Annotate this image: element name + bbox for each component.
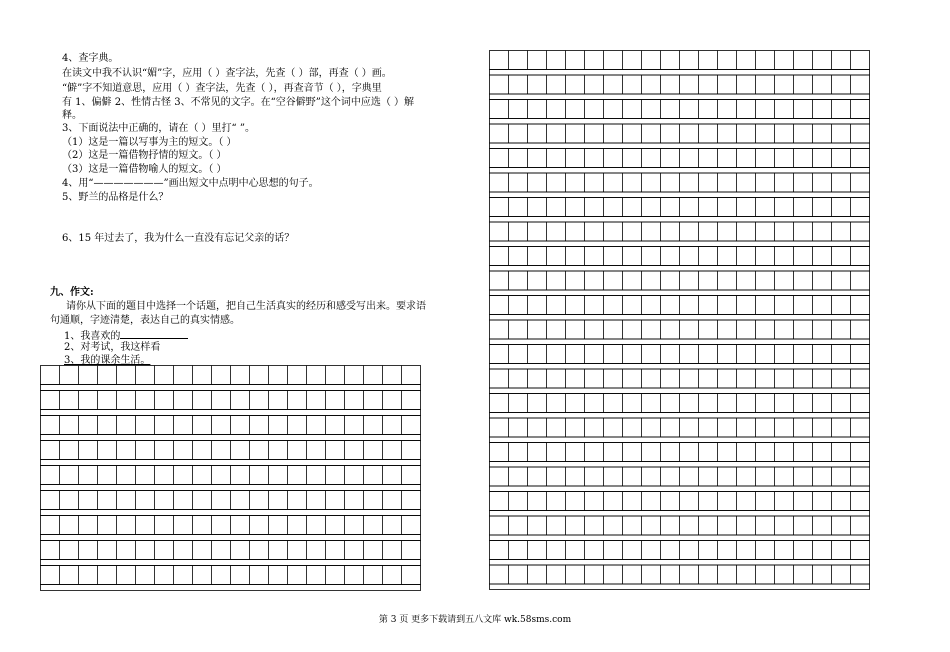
grid-spacer xyxy=(490,290,870,296)
grid-spacer xyxy=(490,94,870,100)
grid-spacer xyxy=(41,385,421,391)
grid-spacer xyxy=(41,485,421,491)
grid-spacer xyxy=(41,510,421,516)
q4b-text: 4、用“———————”画出短文中点明中心思想的句子。 xyxy=(62,178,319,189)
essay-topic-2: 2、对考试，我这样看 xyxy=(64,342,161,353)
grid-spacer xyxy=(41,410,421,416)
grid-spacer xyxy=(490,266,870,272)
q4-title: 4、查字典。 xyxy=(62,53,119,64)
grid-spacer xyxy=(490,119,870,125)
q3-option-2: （2）这是一篇借物抒情的短文。（ ） xyxy=(62,150,227,161)
grid-spacer xyxy=(41,535,421,541)
q3-title: 3、下面说法中正确的，请在（ ）里打“ ”。 xyxy=(62,123,255,134)
q6-text: 6、15 年过去了，我为什么一直没有忘记父亲的话？ xyxy=(62,233,295,244)
grid-spacer xyxy=(490,339,870,345)
grid-spacer xyxy=(41,585,421,591)
page-footer: 第 3 页 更多下载请到五八文库 wk.58sms.com xyxy=(378,615,572,625)
grid-spacer xyxy=(490,143,870,149)
grid-spacer xyxy=(490,462,870,468)
essay-instruction-1: 请你从下面的题目中选择一个话题，把自己生活真实的经历和感受写出来。要求语 xyxy=(66,301,426,312)
grid-spacer xyxy=(490,364,870,370)
grid-spacer xyxy=(490,315,870,321)
grid-spacer xyxy=(41,460,421,466)
topic-1-label: 1、我喜欢的 xyxy=(64,331,121,342)
grid-spacer xyxy=(490,70,870,76)
q4-line3: 有 1、偏僻 2、性情古怪 3、不常见的文字。在“空谷僻野”这个词中应选（ ）解 xyxy=(62,97,415,108)
essay-topic-3: 3、我的课余生活。 xyxy=(64,355,151,366)
grid-spacer xyxy=(490,241,870,247)
grid-spacer xyxy=(490,192,870,198)
topic-1-blank xyxy=(120,328,188,339)
grid-spacer xyxy=(490,584,870,590)
q3-option-3: （3）这是一篇借物喻人的短文。（ ） xyxy=(62,164,227,175)
essay-instruction-2: 句通顺，字迹清楚，表达自己的真实情感。 xyxy=(50,315,240,326)
q4-line2: “僻”字不知道意思，应用（ ）查字法，先查（ ），再查音节（ ），字典里 xyxy=(62,83,382,94)
grid-spacer xyxy=(490,388,870,394)
grid-spacer xyxy=(490,437,870,443)
grid-spacer xyxy=(490,217,870,223)
q4-line4: 释。 xyxy=(62,110,82,121)
grid-spacer xyxy=(490,486,870,492)
grid-spacer xyxy=(490,168,870,174)
grid-spacer xyxy=(490,535,870,541)
grid-spacer xyxy=(41,435,421,441)
essay-title: 九、作文: xyxy=(50,287,94,298)
grid-spacer xyxy=(490,511,870,517)
grid-spacer xyxy=(490,560,870,566)
grid-spacer xyxy=(490,413,870,419)
grid-spacer xyxy=(41,560,421,566)
q4-line1: 在读文中我不认识“媚”字，应用（ ）查字法，先查（ ）部，再查（ ）画。 xyxy=(62,68,392,79)
essay-grid-right[interactable] xyxy=(489,50,870,591)
essay-grid-left[interactable] xyxy=(40,365,422,591)
q5-text: 5、野兰的品格是什么？ xyxy=(62,192,169,203)
q3-option-1: （1）这是一篇以写事为主的短文。（ ） xyxy=(62,137,237,148)
